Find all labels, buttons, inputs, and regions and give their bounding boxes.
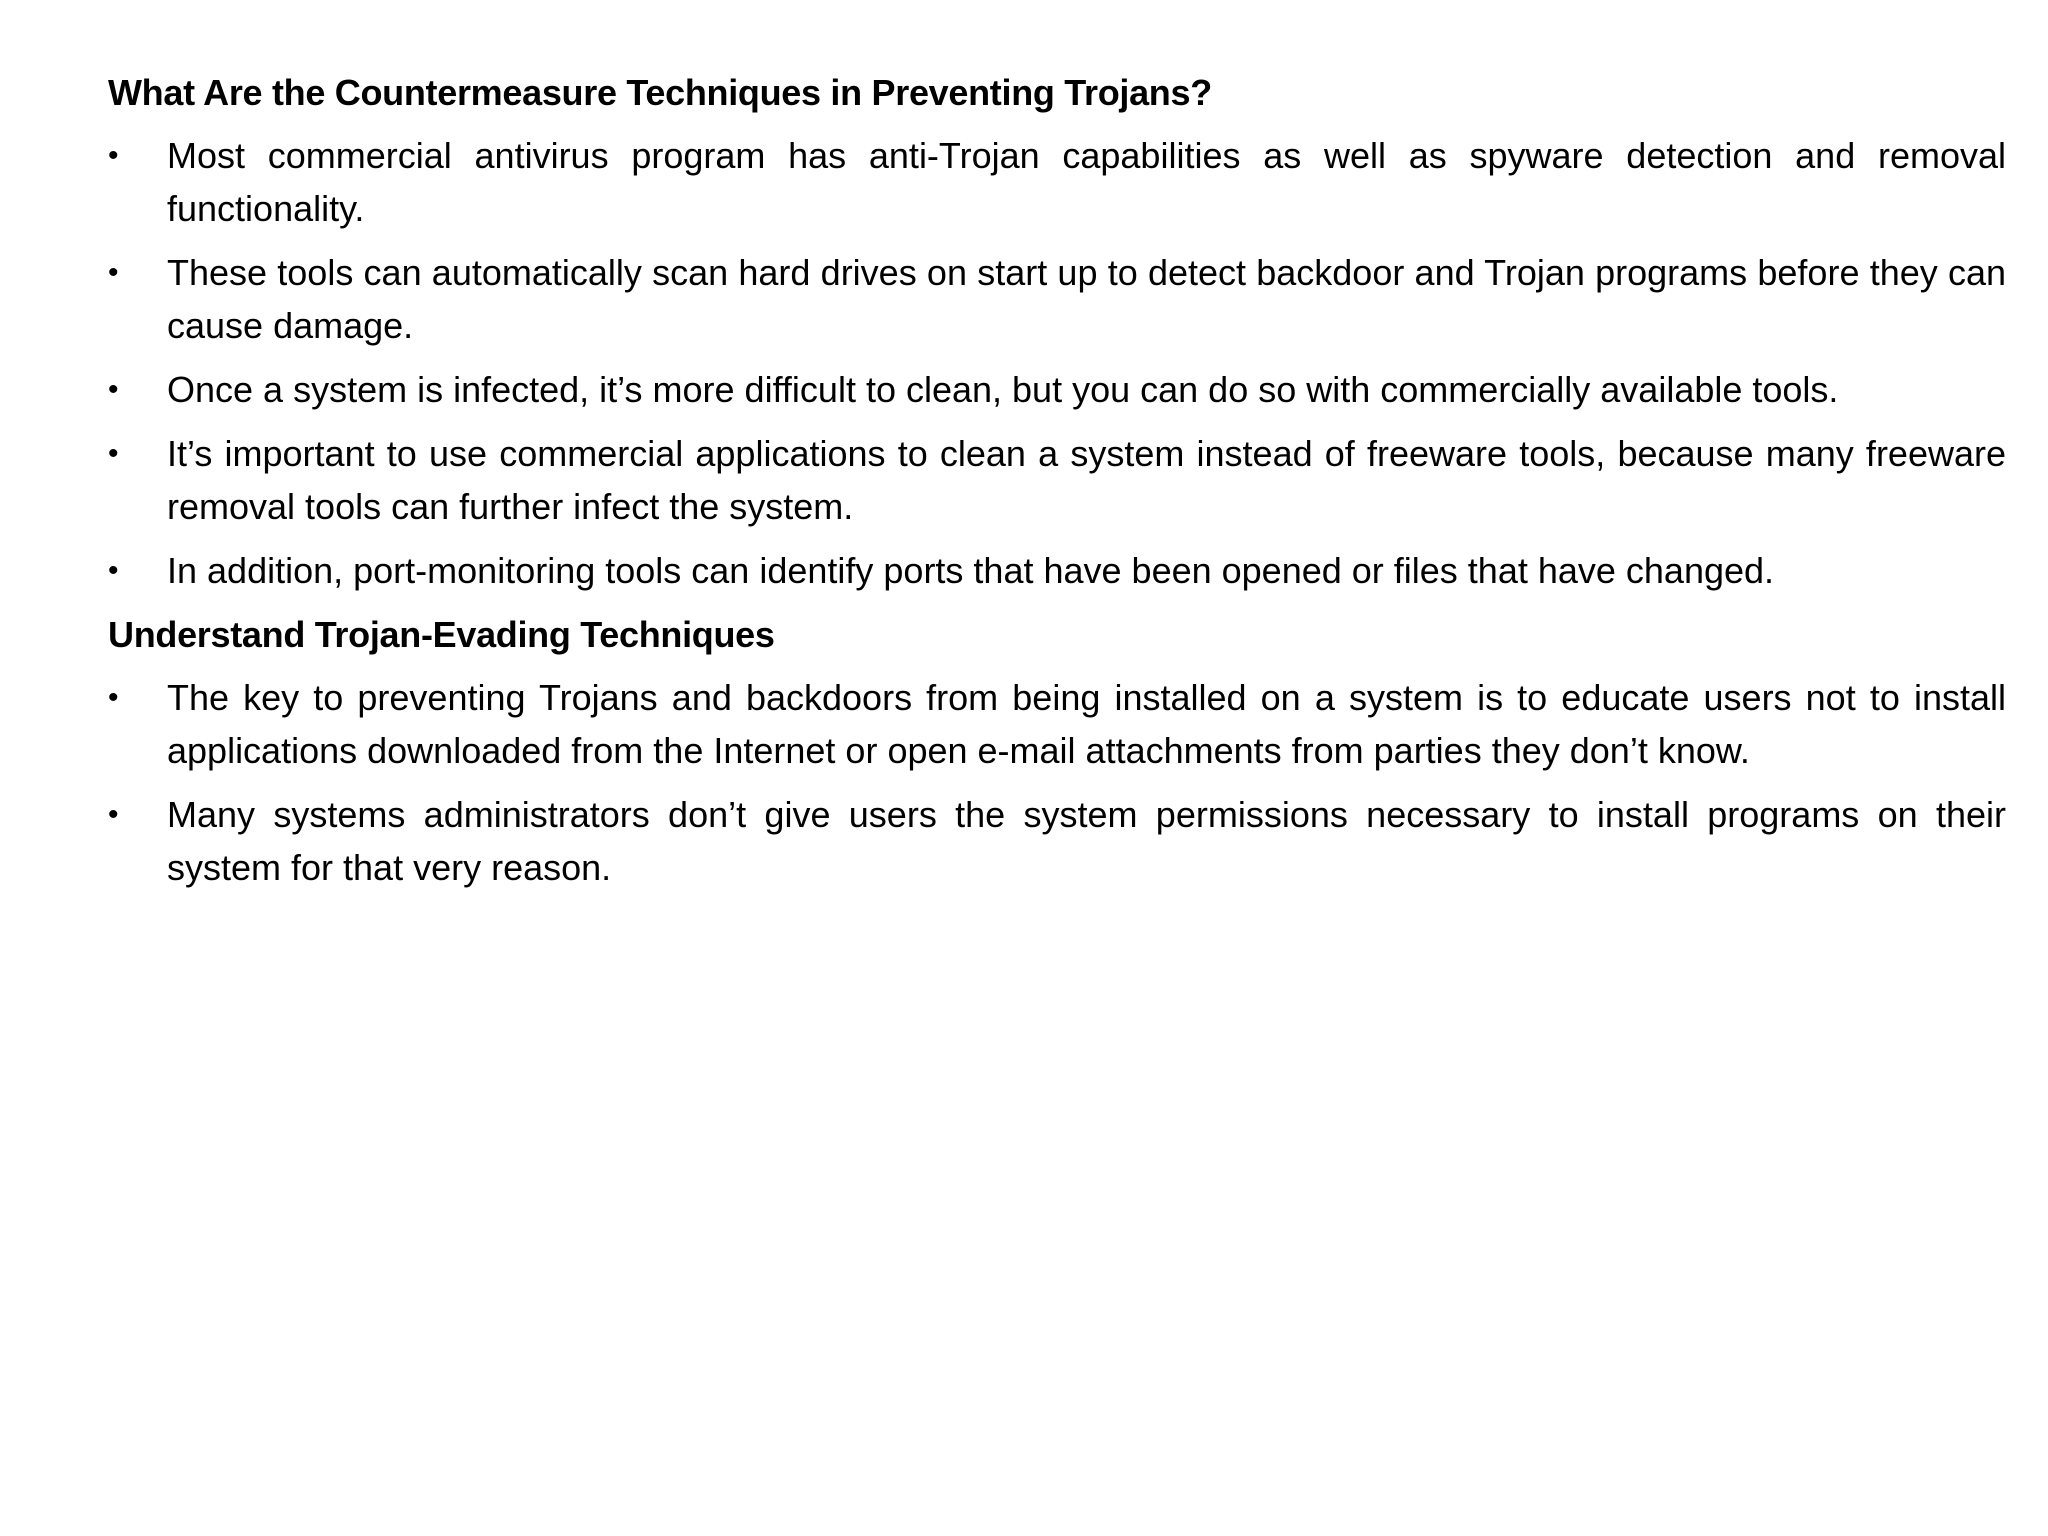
list-item-text: Many systems administrators don’t give users the system permissions necessary to install programs on their system for that very reason.	[167, 794, 2006, 888]
list-item-text: Most commercial antivirus program has anti-Trojan capabilities as well as spyware detection and removal functionality.	[167, 135, 2006, 229]
bullet-icon: •	[108, 554, 119, 587]
bullet-icon: •	[108, 256, 119, 289]
section-heading-countermeasures: What Are the Countermeasure Techniques in Preventing Trojans?	[108, 72, 1212, 113]
evading-bullet-list	[108, 671, 2006, 894]
list-item	[108, 129, 2006, 235]
bullet-icon: •	[108, 139, 119, 172]
bullet-icon: •	[108, 437, 119, 470]
list-item-text: It’s important to use commercial applications to clean a system instead of freeware tools, because many freeware removal tools can further infect the system.	[167, 433, 2006, 527]
bullet-icon: •	[108, 681, 119, 714]
list-item	[108, 671, 2006, 777]
list-item	[108, 246, 2006, 352]
countermeasures-bullet-list	[108, 129, 2006, 597]
list-item	[108, 788, 2006, 894]
list-item-text: Once a system is infected, it’s more difficult to clean, but you can do so with commercially available tools.	[167, 369, 1839, 410]
document-page	[108, 66, 2006, 905]
list-item	[108, 363, 2006, 416]
list-item-text: The key to preventing Trojans and backdoors from being installed on a system is to educate users not to install applications downloaded from the Internet or open e-mail attachments from parties they don’t know.	[167, 677, 2006, 771]
list-item-text: In addition, port-monitoring tools can identify ports that have been opened or files that have changed.	[167, 550, 1775, 591]
list-item-text: These tools can automatically scan hard drives on start up to detect backdoor and Trojan programs before they can cause damage.	[167, 252, 2006, 346]
bullet-icon: •	[108, 798, 119, 831]
bullet-icon: •	[108, 373, 119, 406]
list-item	[108, 544, 2006, 597]
section-heading-evading: Understand Trojan-Evading Techniques	[108, 614, 775, 655]
list-item	[108, 427, 2006, 533]
